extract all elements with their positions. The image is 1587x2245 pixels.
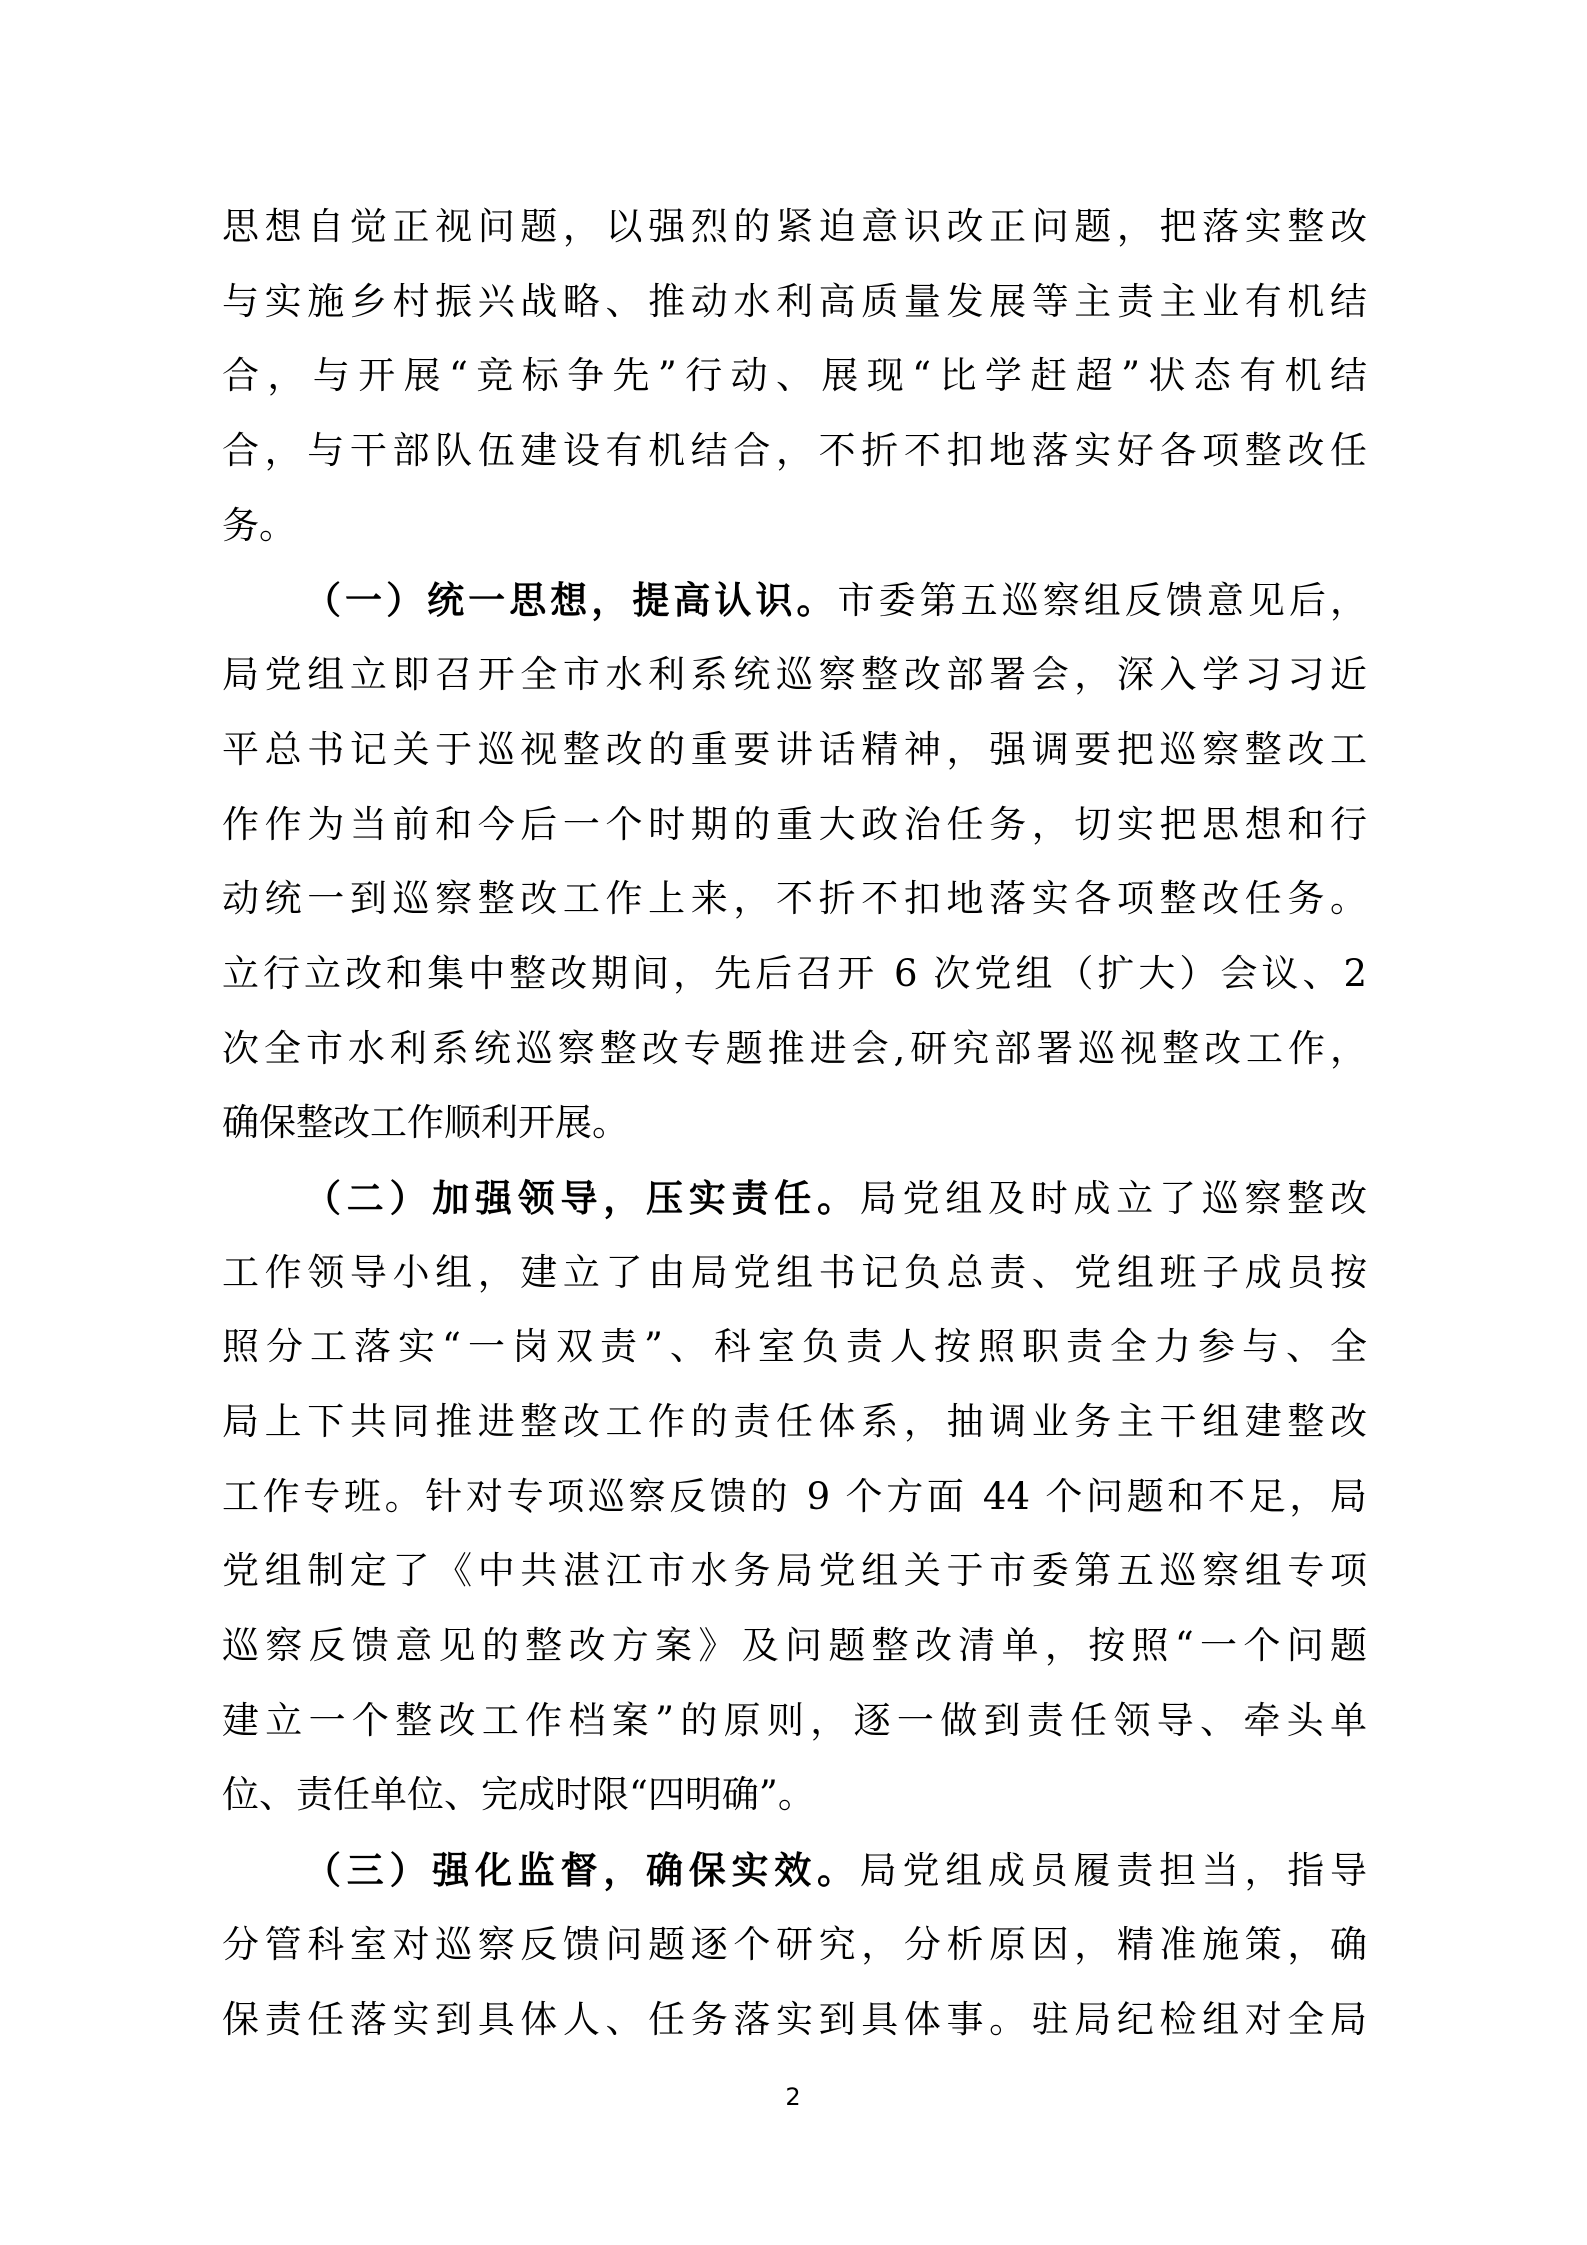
section-heading-line — [222, 1833, 1367, 1908]
text-line: 作作为当前和今后一个时期的重大政治任务，切实把思想和行 — [222, 802, 1367, 846]
text-line: 务。 — [222, 503, 296, 547]
text-line: 思想自觉正视问题，以强烈的紧迫意识改正问题，把落实整改 — [222, 205, 1367, 248]
text-line: 动统一到巡察整改工作上来，不折不扣地落实各项整改任务。 — [222, 877, 1367, 921]
text-line: 照分工落实“一岗双责”、科室负责人按照职责全力参与、全 — [222, 1325, 1367, 1369]
text-line: 工作领导小组，建立了由局党组书记负总责、党组班子成员按 — [222, 1250, 1367, 1294]
text-line: 分管科室对巡察反馈问题逐个研究，分析原因，精准施策，确 — [222, 1922, 1367, 1966]
text-line: 局上下共同推进整改工作的责任体系，抽调业务主干组建整改 — [222, 1400, 1367, 1443]
section-heading: （一）统一思想，提高认识。 — [304, 578, 838, 623]
text-line: 立行立改和集中整改期间，先后召开 6 次党组（扩大）会议、2 — [222, 951, 1367, 995]
section-heading: （三）强化监督，确保实效。 — [304, 1848, 860, 1893]
text-line: 党组制定了《中共湛江市水务局党组关于市委第五巡察组专项 — [222, 1549, 1367, 1593]
text-line: 次全市水利系统巡察整改专题推进会,研究部署巡视整改工作， — [222, 1026, 1367, 1070]
text-line: 合，与干部队伍建设有机结合，不折不扣地落实好各项整改任 — [222, 429, 1367, 473]
page-number: 2 — [785, 2083, 801, 2111]
text-line: 合，与开展“竞标争先”行动、展现“比学赶超”状态有机结 — [222, 354, 1367, 398]
text-line: 工作专班。针对专项巡察反馈的 9 个方面 44 个问题和不足，局 — [222, 1474, 1367, 1518]
section-heading: （二）加强领导，压实责任。 — [304, 1175, 860, 1220]
section-heading-text: 市委第五巡察组反馈意见后， — [837, 579, 1368, 623]
text-line: 位、责任单位、完成时限“四明确”。 — [222, 1773, 815, 1817]
text-line: 保责任落实到具体人、任务落实到具体事。驻局纪检组对全局 — [222, 1997, 1367, 2041]
text-line: 确保整改工作顺利开展。 — [222, 1101, 629, 1145]
text-line: 巡察反馈意见的整改方案》及问题整改清单，按照“一个问题 — [222, 1624, 1367, 1668]
section-heading-text: 局党组成员履责担当，指导 — [859, 1849, 1367, 1893]
text-line: 局党组立即召开全市水利系统巡察整改部署会，深入学习习近 — [222, 653, 1367, 697]
section-heading-line — [222, 563, 1367, 638]
text-line: 建立一个整改工作档案”的原则，逐一做到责任领导、牵头单 — [222, 1698, 1367, 1742]
text-line: 平总书记关于巡视整改的重要讲话精神，强调要把巡察整改工 — [222, 727, 1367, 771]
section-heading-line — [222, 1161, 1367, 1236]
document-body — [222, 190, 1367, 2057]
section-heading-text: 局党组及时成立了巡察整改 — [859, 1176, 1367, 1220]
text-line: 与实施乡村振兴战略、推动水利高质量发展等主责主业有机结 — [222, 279, 1367, 323]
